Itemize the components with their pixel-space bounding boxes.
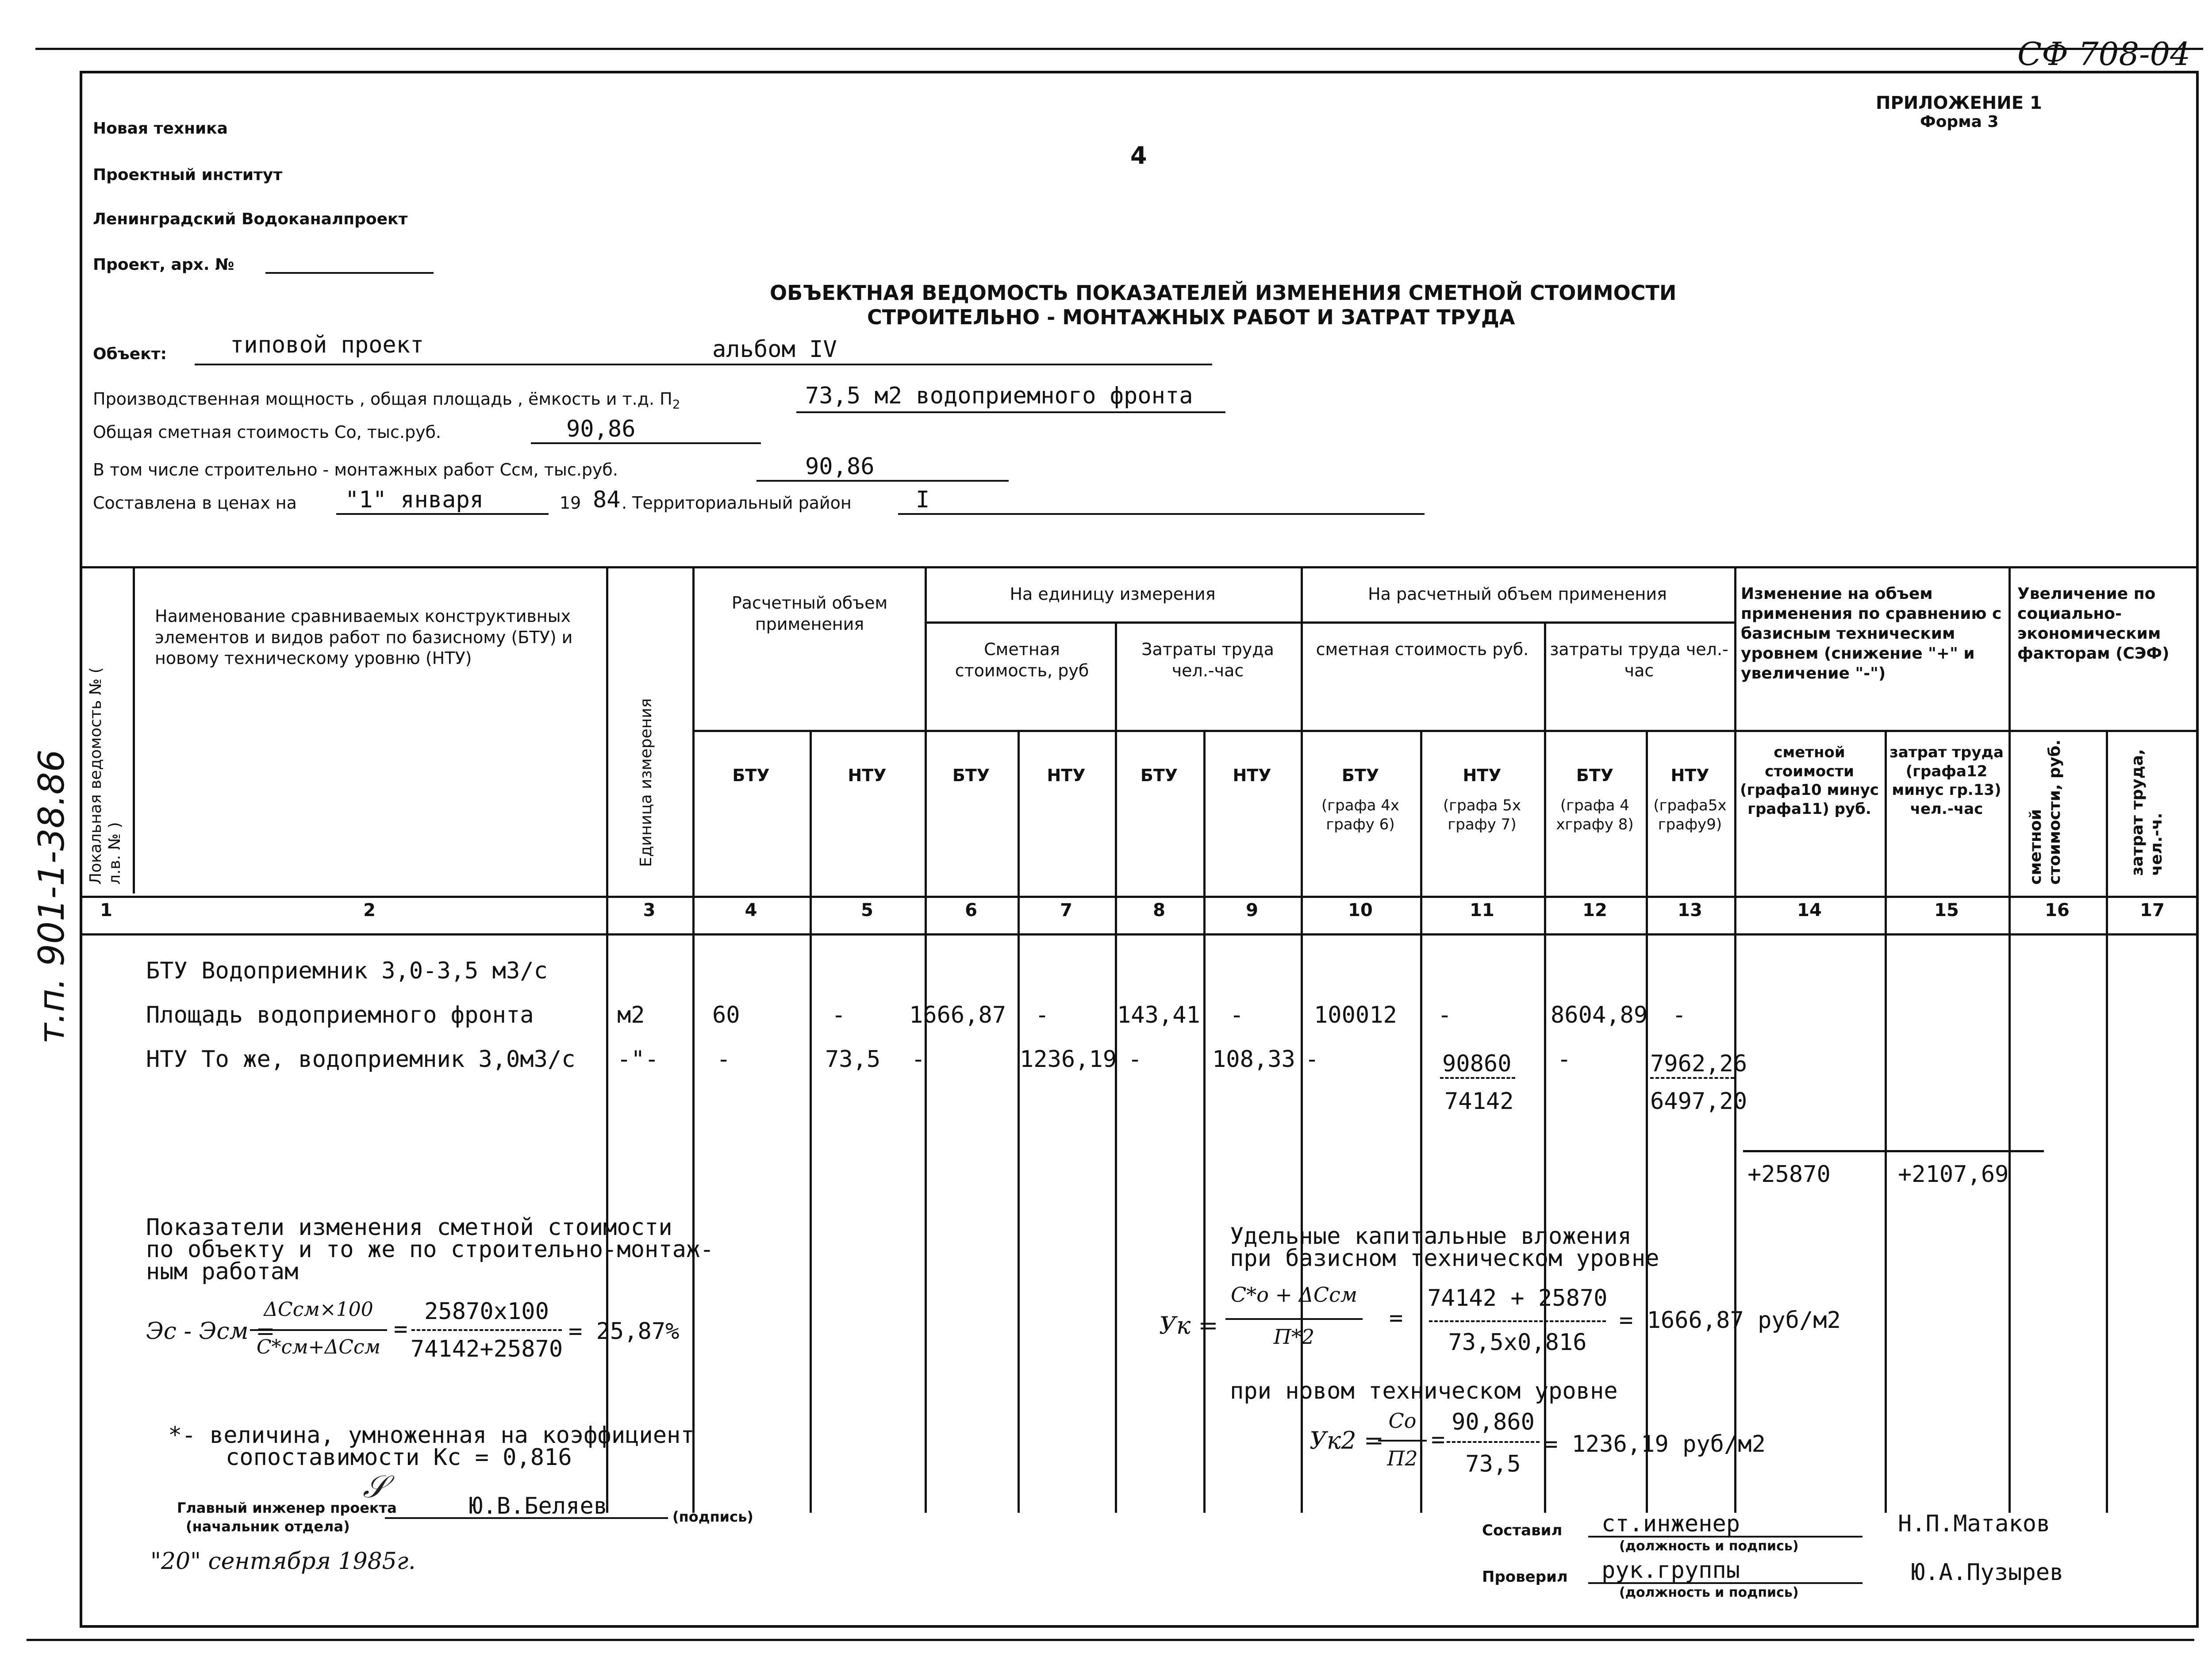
row3-c12: - [1557, 1046, 1571, 1073]
row2-c8: 143,41 [1117, 1002, 1200, 1028]
hdr-c9: НТУ [1233, 766, 1271, 785]
hdr-c4: БТУ [732, 766, 770, 785]
row3-c13-dash [1650, 1077, 1734, 1079]
capital-title1: Удельные капитальные вложения [1230, 1223, 1632, 1250]
row2-c12: 8604,89 [1551, 1002, 1648, 1028]
row3-c13a: 7962,26 [1650, 1051, 1747, 1077]
capacity-underline [796, 411, 1225, 413]
row2-c10: 100012 [1314, 1002, 1397, 1028]
top-rule [35, 48, 2203, 50]
capital-title2: при базисном техническом уровне [1230, 1245, 1659, 1272]
compiled-label: Составил [1482, 1522, 1563, 1539]
row4-c15: +2107,69 [1898, 1161, 2009, 1188]
project-label: Проект, арх. № [93, 256, 234, 274]
frac1-num: ΔСсм×100 [264, 1298, 373, 1321]
note1: *- величина, умноженная на коэффициент [168, 1422, 695, 1449]
colnum-16: 16 [2045, 900, 2070, 920]
org-line2: Проектный институт [93, 166, 283, 184]
uk2-lhs: Ук2 = [1310, 1427, 1384, 1454]
hdr-col3: Единица измерения [637, 698, 655, 867]
side-mark: т.п. 901-1-38.86 [31, 749, 72, 1044]
colnum-14: 14 [1797, 900, 1822, 920]
col-line-9 [1301, 566, 1303, 1513]
uk2-f4-num: 90,860 [1452, 1409, 1535, 1435]
indicators-title2: по объекту и то же по строительно-монтаж- [146, 1236, 714, 1263]
hdr-c5: НТУ [848, 766, 887, 785]
equals-2: = [1389, 1305, 1403, 1331]
page-number: 4 [1130, 142, 1147, 169]
uk2-f3-den: П2 [1387, 1446, 1418, 1470]
hdr-volume: Расчетный объем применения [731, 593, 888, 634]
hdr-c13: НТУ [1671, 766, 1709, 785]
total-cost-underline [531, 442, 761, 444]
col-line-6 [1018, 730, 1020, 1513]
col-line-2 [606, 566, 608, 1513]
hdr-calc-cost: сметная стоимость руб. [1316, 640, 1529, 659]
colnum-10: 10 [1348, 900, 1373, 920]
row3-c13b: 6497,20 [1650, 1088, 1747, 1115]
row4-c14: +25870 [1747, 1161, 1831, 1188]
frac1-den: С*см+ΔСсм [256, 1336, 381, 1358]
capacity-label [93, 389, 680, 412]
colnum-11: 11 [1470, 900, 1494, 920]
prices-date: "1" января [345, 487, 484, 513]
frac1-bar [250, 1329, 387, 1331]
formula-lhs: Эс - Эсм = [146, 1318, 275, 1345]
compiled-sub: (должность и подпись) [1619, 1538, 1799, 1554]
hdr-c10-note: (графа 4х графу 6) [1321, 797, 1399, 833]
uk-f2-den: 73,5х0,816 [1448, 1329, 1587, 1356]
hdr-c14: сметной стоимости (графа10 минус графа11) руб. [1740, 744, 1879, 818]
row2-c6: 1666,87 [909, 1002, 1006, 1028]
corner-mark: СФ 708-04 [2017, 35, 2191, 73]
row3-c6: - [911, 1046, 926, 1073]
hdr-sef: Увеличение по социально-экономическим факторам (СЭФ) [2017, 585, 2170, 663]
total-cost-value: 90,86 [566, 416, 636, 442]
colnum-8: 8 [1153, 900, 1165, 920]
row3-c11-dash [1440, 1077, 1515, 1079]
row3-c9: 108,33 [1212, 1046, 1295, 1073]
total-cost-label: Общая сметная стоимость Со, тыс.руб. [93, 422, 442, 442]
colnum-1: 1 [100, 900, 112, 920]
table-subgroup-line [925, 621, 1734, 624]
col-line-12 [1646, 730, 1648, 1513]
checked-label: Проверил [1482, 1568, 1568, 1586]
row3-c7: 1236,19 [1020, 1046, 1117, 1073]
row1-name: БТУ Водоприемник 3,0-3,5 м3/с [146, 958, 548, 984]
row3-name: НТУ То же, водоприемник 3,0м3/с [146, 1046, 576, 1073]
equals-3: = [1431, 1427, 1445, 1453]
capacity-sub: 2 [672, 397, 680, 412]
prices-year-prefix: 19 [560, 493, 581, 513]
row3-c8: - [1128, 1046, 1142, 1073]
col-line-1 [133, 566, 135, 894]
table-top [80, 566, 2199, 568]
capacity-value: 73,5 м2 водоприемного фронта [805, 383, 1193, 409]
object-label: Объект: [93, 345, 167, 363]
colnum-17: 17 [2140, 900, 2165, 920]
smr-cost-underline [757, 480, 1009, 482]
formula-result: = 25,87% [568, 1318, 680, 1345]
row2-c7: - [1035, 1002, 1049, 1028]
object-underline [195, 364, 1212, 365]
frac2-bar [411, 1329, 562, 1331]
table-num-bottom [80, 933, 2199, 936]
hdr-unit: На единицу измерения [1010, 584, 1216, 604]
hdr-c17: затрат труда, чел.-ч. [2128, 749, 2166, 876]
uk-f2-bar [1429, 1320, 1606, 1322]
uk-result2: = 1236,19 руб/м2 [1544, 1431, 1766, 1457]
compiled-pos: ст.инженер [1601, 1511, 1740, 1537]
colnum-15: 15 [1934, 900, 1959, 920]
table-num-top [80, 896, 2199, 898]
colnum-2: 2 [363, 900, 376, 920]
note2: сопоставимости Кс = 0,816 [226, 1444, 572, 1471]
bottom-rule [27, 1639, 2194, 1641]
indicators-title3: ным работам [146, 1258, 299, 1285]
hdr-c11: НТУ [1463, 766, 1502, 785]
hdr-unit-cost: Сметная стоимость, руб [955, 640, 1089, 680]
row2-c11: - [1438, 1002, 1452, 1028]
org-line1: Новая техника [93, 119, 228, 138]
object-value: типовой проект [230, 332, 424, 358]
hdr-change: Изменение на объем применения по сравнению с базисным техническим уровнем (снижение "+" и увеличение "-") [1741, 585, 2002, 683]
colnum-4: 4 [745, 900, 757, 920]
row2-c5: - [832, 1002, 846, 1028]
equals-1: = [394, 1316, 408, 1342]
hdr-c13-note: (графа5х графу9) [1653, 797, 1727, 833]
chief-signature: 𝒮 [363, 1469, 387, 1505]
row2-name: Площадь водоприемного фронта [146, 1002, 534, 1028]
frac2-num: 25870х100 [424, 1298, 549, 1325]
colnum-3: 3 [643, 900, 656, 920]
capacity-label-text: Производственная мощность , общая площадь , ёмкость и т.д. П [93, 389, 672, 409]
col-line-5 [925, 566, 927, 1513]
region-label: . Территориальный район [622, 493, 852, 513]
col-line-8 [1203, 730, 1206, 1513]
colnum-12: 12 [1582, 900, 1607, 920]
hdr-col2: Наименование сравниваемых конструктивных элементов и видов работ по базисному (БТУ) и новому техническому уровню (НТУ) [155, 606, 573, 668]
form-label: Форма 3 [1920, 113, 1999, 131]
hdr-calc: На расчетный объем применения [1368, 584, 1667, 604]
chief-name: Ю.В.Беляев [469, 1493, 608, 1519]
compiled-name: Н.П.Матаков [1898, 1511, 2051, 1537]
indicators-title1: Показатели изменения сметной стоимости [146, 1214, 672, 1241]
col-line-14 [1885, 730, 1887, 1513]
row2-c4: 60 [712, 1002, 740, 1028]
hdr-c8: БТУ [1140, 766, 1178, 785]
row3-unit: -"- [617, 1046, 659, 1073]
hdr-c11-note: (графа 5х графу 7) [1443, 797, 1521, 833]
object-album: альбом IV [712, 336, 837, 363]
smr-cost-value: 90,86 [805, 453, 875, 480]
region-underline [898, 513, 1425, 515]
uk-result1: = 1666,87 руб/м2 [1619, 1307, 1841, 1334]
appendix-label: ПРИЛОЖЕНИЕ 1 [1876, 93, 2042, 113]
checked-line [1588, 1582, 1863, 1584]
uk-lhs: Ук = [1159, 1312, 1218, 1339]
smr-cost-label: В том числе строительно - монтажных работ Ссм, тыс.руб. [93, 460, 618, 479]
hdr-calc-labor: затраты труда чел.-час [1550, 640, 1728, 680]
region-value: I [916, 487, 930, 513]
row2-c9: - [1230, 1002, 1244, 1028]
capital-title3: при новом техническом уровне [1230, 1378, 1618, 1404]
row4-total-line [1743, 1150, 2044, 1152]
colnum-9: 9 [1246, 900, 1258, 920]
prices-year: 84 [593, 487, 621, 513]
row3-c11a: 90860 [1442, 1051, 1512, 1077]
row3-c5: 73,5 [825, 1046, 881, 1073]
uk2-f4-bar [1447, 1441, 1540, 1443]
prices-label: Составлена в ценах на [93, 493, 297, 513]
project-underline [265, 272, 434, 274]
col-line-15 [2008, 566, 2011, 1513]
checked-name: Ю.А.Пузырев [1911, 1559, 2064, 1586]
chief-label: Главный инженер проекта [177, 1499, 397, 1516]
prices-underline [336, 513, 549, 515]
uk2-f3-num: Со [1388, 1409, 1417, 1433]
uk-f2-num: 74142 + 25870 [1427, 1285, 1608, 1312]
hdr-c7: НТУ [1047, 766, 1086, 785]
compiled-line [1588, 1536, 1863, 1538]
hdr-c16: сметной стоимости, руб. [2027, 739, 2064, 885]
row3-c10: - [1305, 1046, 1319, 1073]
doc-title-line1: ОБЪЕКТНАЯ ВЕДОМОСТЬ ПОКАЗАТЕЛЕЙ ИЗМЕНЕНИЯ СМЕТНОЙ СТОИМОСТИ [770, 281, 1677, 305]
colnum-13: 13 [1678, 900, 1702, 920]
row2-c13: - [1672, 1002, 1686, 1028]
doc-title-line2: СТРОИТЕЛЬНО - МОНТАЖНЫХ РАБОТ И ЗАТРАТ ТРУДА [867, 305, 1515, 329]
hdr-c15: затрат труда (графа12 минус гр.13) чел.-час [1889, 744, 2004, 818]
checked-pos: рук.группы [1601, 1557, 1740, 1584]
row2-unit: м2 [617, 1002, 645, 1028]
hdr-col1: Локальная ведомость № ( л.в. № ) [87, 667, 124, 885]
uk2-f3-bar [1378, 1440, 1427, 1442]
row3-c4: - [717, 1046, 731, 1073]
frac2-den: 74142+25870 [410, 1336, 563, 1362]
sign-date: "20" сентября 1985г. [150, 1548, 416, 1575]
col-line-4 [810, 730, 812, 1513]
chief-sign-label: (подпись) [672, 1508, 753, 1525]
uk-f1-den: П*2 [1273, 1325, 1315, 1349]
colnum-6: 6 [965, 900, 977, 920]
table-btu-ntu-line [692, 730, 2199, 732]
colnum-7: 7 [1060, 900, 1072, 920]
hdr-c12-note: (графа 4 хграфу 8) [1556, 797, 1634, 833]
hdr-c10: БТУ [1341, 766, 1379, 785]
chief-sub: (начальник отдела) [186, 1518, 350, 1535]
row3-c11b: 74142 [1444, 1088, 1514, 1115]
uk-f1-num: С*о + ΔСсм [1231, 1283, 1357, 1307]
org-line3: Ленинградский Водоканалпроект [93, 210, 408, 228]
col-line-3 [692, 566, 695, 1513]
hdr-c6: БТУ [952, 766, 990, 785]
hdr-c12: БТУ [1576, 766, 1614, 785]
colnum-5: 5 [861, 900, 873, 920]
checked-sub: (должность и подпись) [1619, 1585, 1799, 1600]
hdr-unit-labor: Затраты труда чел.-час [1141, 640, 1274, 680]
col-line-16 [2106, 730, 2108, 1513]
prices-line [93, 493, 297, 513]
uk2-f4-den: 73,5 [1465, 1451, 1521, 1477]
uk-f1-bar [1225, 1318, 1363, 1320]
col-line-13 [1734, 566, 1736, 1513]
